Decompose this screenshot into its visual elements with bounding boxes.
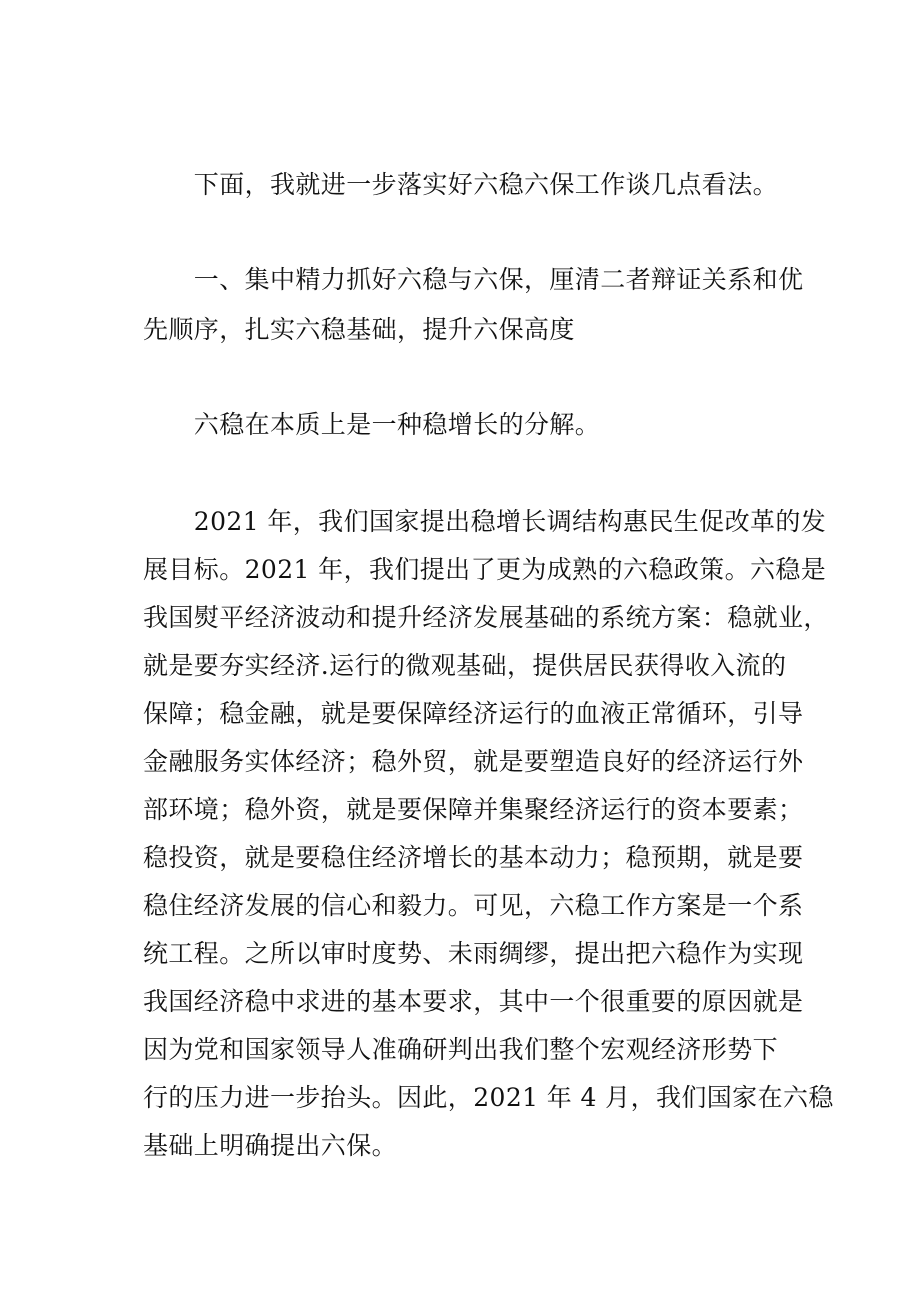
text-line: 2021 年，我们国家提出稳增长调结构惠民生促改革的发 — [143, 507, 827, 536]
text-line: 稳住经济发展的信心和毅力。可见，六稳工作方案是一个系 — [143, 891, 804, 920]
text-line: 行的压力进一步抬头。因此，2021 年 4 月，我们国家在六稳 — [143, 1083, 834, 1112]
text-line: 展目标。2021 年，我们提出了更为成熟的六稳政策。六稳是 — [143, 555, 827, 584]
text-line: 金融服务实体经济；稳外贸，就是要塑造良好的经济运行外 — [143, 747, 804, 776]
text-line: 就是要夯实经济.运行的微观基础，提供居民获得收入流的 — [143, 651, 787, 680]
text-line: 一、集中精力抓好六稳与六保，厘清二者辩证关系和优 — [143, 265, 804, 294]
text-line: 稳投资，就是要稳住经济增长的基本动力；稳预期，就是要 — [143, 843, 804, 872]
text-line: 统工程。之所以审时度势、未雨绸缪，提出把六稳作为实现 — [143, 939, 804, 968]
text-line: 部环境；稳外资，就是要保障并集聚经济运行的资本要素； — [143, 795, 804, 824]
text-line: 六稳在本质上是一种稳增长的分解。 — [143, 410, 601, 439]
text-line: 基础上明确提出六保。 — [143, 1131, 398, 1160]
text-line: 先顺序，扎实六稳基础，提升六保高度 — [143, 315, 575, 344]
text-line: 保障；稳金融，就是要保障经济运行的血液正常循环，引导 — [143, 699, 804, 728]
text-line: 因为党和国家领导人准确研判出我们整个宏观经济形势下 — [143, 1035, 779, 1064]
text-line: 我国经济稳中求进的基本要求，其中一个很重要的原因就是 — [143, 987, 804, 1016]
text-line: 我国熨平经济波动和提升经济发展基础的系统方案：稳就业， — [143, 603, 829, 632]
text-line: 下面，我就进一步落实好六稳六保工作谈几点看法。 — [143, 170, 779, 199]
